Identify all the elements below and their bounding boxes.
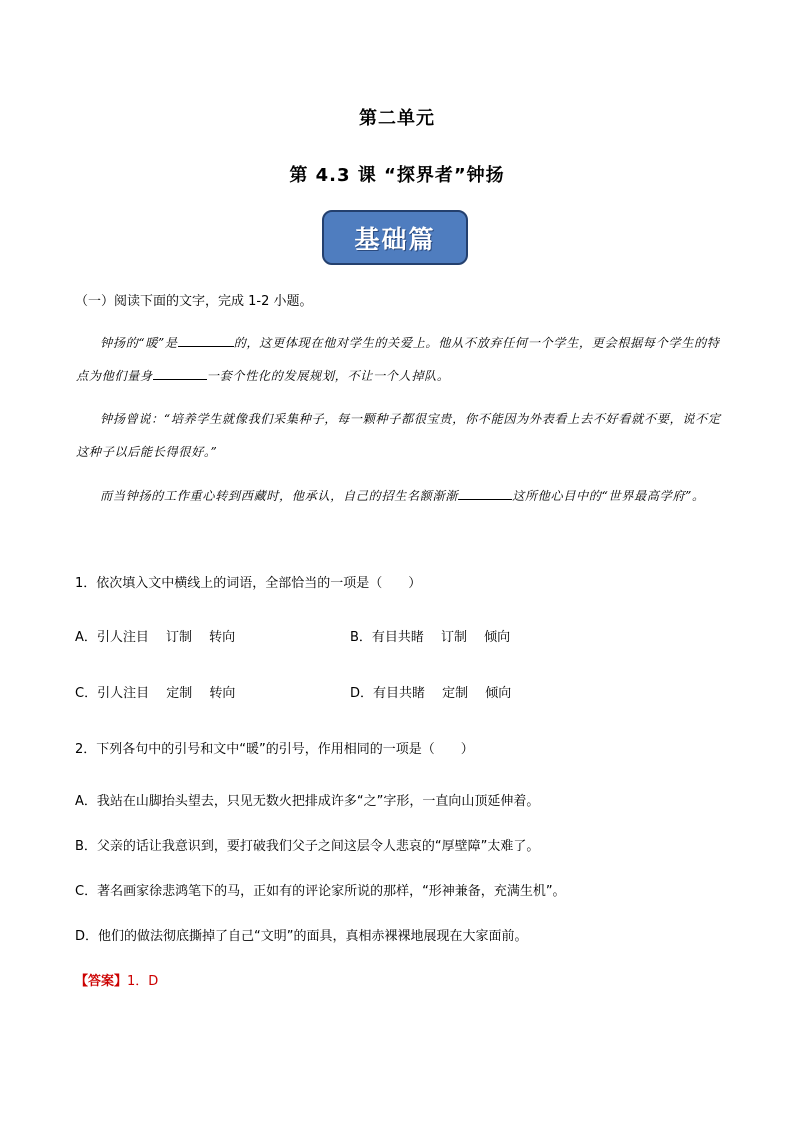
passage-text: 这所他心目中的“世界最高学府”。 [512,489,705,503]
question-1-option-d: D．有目共睹 定制 倾向 [350,686,512,701]
passage-text: 钟扬的“暖”是 [100,336,178,350]
passage-paragraph-1 [76,327,722,393]
question-2-option-b: B．父亲的话让我意识到，要打破我们父子之间这层令人悲哀的“厚壁障”太难了。 [75,839,540,854]
passage-paragraph-2: 钟扬曾说：“培养学生就像我们采集种子，每一颗种子都很宝贵，你不能因为外表看上去不好看就不要，说不定这种子以后能长得很好。” [76,412,721,459]
question-1-option-c: C．引人注目 定制 转向 [75,686,236,701]
section-heading: （一）阅读下面的文字，完成 1-2 小题。 [75,294,313,309]
fill-blank-2 [153,367,207,380]
passage-text: 一套个性化的发展规划，不让一个人掉队。 [206,369,450,383]
level-badge [322,210,468,265]
fill-blank-1 [178,334,234,347]
passage-text: 的，这更体现在他对学生的关爱上。他从不放弃任何一个学生，更会根据每个学生的特点为他们量身 [76,336,720,383]
question-1-option-a: A．引人注目 订制 转向 [75,630,236,645]
passage-paragraph-3 [76,480,722,513]
fill-blank-3 [458,487,512,500]
question-1-option-b: B．有目共睹 订制 倾向 [350,630,511,645]
unit-title: 第二单元 [359,108,435,129]
question-2-option-d: D．他们的做法彻底撕掉了自己“文明”的面具，真相赤裸裸地展现在大家面前。 [75,929,528,944]
passage-text: 而当钟扬的工作重心转到西藏时，他承认，自己的招生名额渐渐 [100,489,459,503]
answer-line [75,970,158,989]
answer-value: 1．D [127,974,159,989]
answer-label: 【答案】 [75,974,128,989]
level-badge-label: 基础篇 [354,224,436,254]
question-2-option-a: A．我站在山脚抬头望去，只见无数火把排成许多“之”字形，一直向山顶延伸着。 [75,794,540,809]
lesson-title: 第 4.3 课 “探界者”钟扬 [289,165,505,186]
question-2-option-c: C．著名画家徐悲鸿笔下的马，正如有的评论家所说的那样，“形神兼备，充满生机”。 [75,884,566,899]
question-2-stem: 2．下列各句中的引号和文中“暖”的引号，作用相同的一项是（ ） [75,742,474,757]
question-1-stem: 1．依次填入文中横线上的词语，全部恰当的一项是（ ） [75,576,422,591]
